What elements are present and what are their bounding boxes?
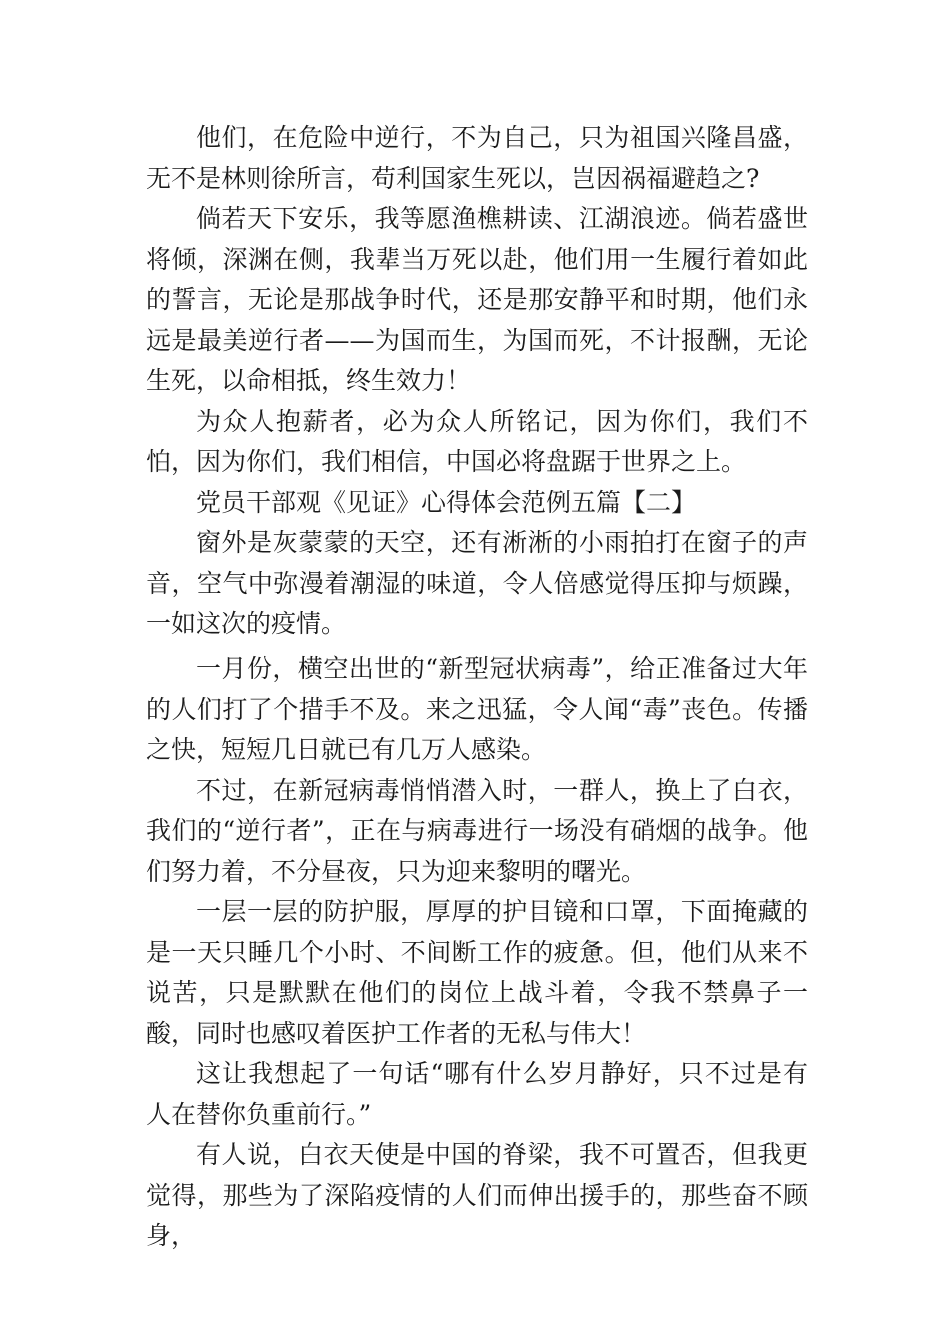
- paragraph: 有人说，白衣天使是中国的脊梁，我不可置否，但我更觉得，那些为了深陷疫情的人们而伸出援手的，那些奋不顾身，: [146, 1140, 808, 1250]
- text-block-bottom: [146, 649, 808, 1257]
- paragraph: 不过，在新冠病毒悄悄潜入时，一群人，换上了白衣，我们的“逆行者”，正在与病毒进行一场没有硝烟的战争。他们努力着，不分昼夜，只为迎来黎明的曙光。: [146, 775, 808, 886]
- paragraph: 倘若天下安乐，我等愿渔樵耕读、江湖浪迹。倘若盛世将倾，深渊在侧，我辈当万死以赴，他们用一生履行着如此的誓言，无论是那战争时代，还是那安静平和时期，他们永远是最美逆行者——为国而生，为国而死，不计报酬，无论生死，以命相抵，终生效力！: [146, 204, 808, 395]
- paragraph: 这让我想起了一句话“哪有什么岁月静好，只不过是有人在替你负重前行。”: [146, 1059, 808, 1129]
- paragraph: 一月份，横空出世的“新型冠状病毒”，给正准备过大年的人们打了个措手不及。来之迅猛，令人闻“毒”丧色。传播之快，短短几日就已有几万人感染。: [146, 654, 808, 764]
- paragraph: 他们，在危险中逆行，不为自己，只为祖国兴隆昌盛，无不是林则徐所言，苟利国家生死以，岂因祸福避趋之?: [146, 123, 808, 193]
- paragraph: 一层一层的防护服，厚厚的护目镜和口罩，下面掩藏的是一天只睡几个小时、不间断工作的疲惫。但，他们从来不说苦，只是默默在他们的岗位上战斗着，令我不禁鼻子一酸，同时也感叹着医护工作者的无私与伟大！: [146, 897, 808, 1048]
- text-block-top: [146, 118, 808, 645]
- paragraph: 为众人抱薪者，必为众人所铭记，因为你们，我们不怕，因为你们，我们相信，中国必将盘踞于世界之上。: [146, 406, 808, 476]
- paragraph: 窗外是灰蒙蒙的天空，还有淅淅的小雨拍打在窗子的声音，空气中弥漫着潮湿的味道，令人倍感觉得压抑与烦躁，一如这次的疫情。: [146, 528, 808, 638]
- section-heading: 党员干部观《见证》心得体会范例五篇【二】: [196, 487, 697, 517]
